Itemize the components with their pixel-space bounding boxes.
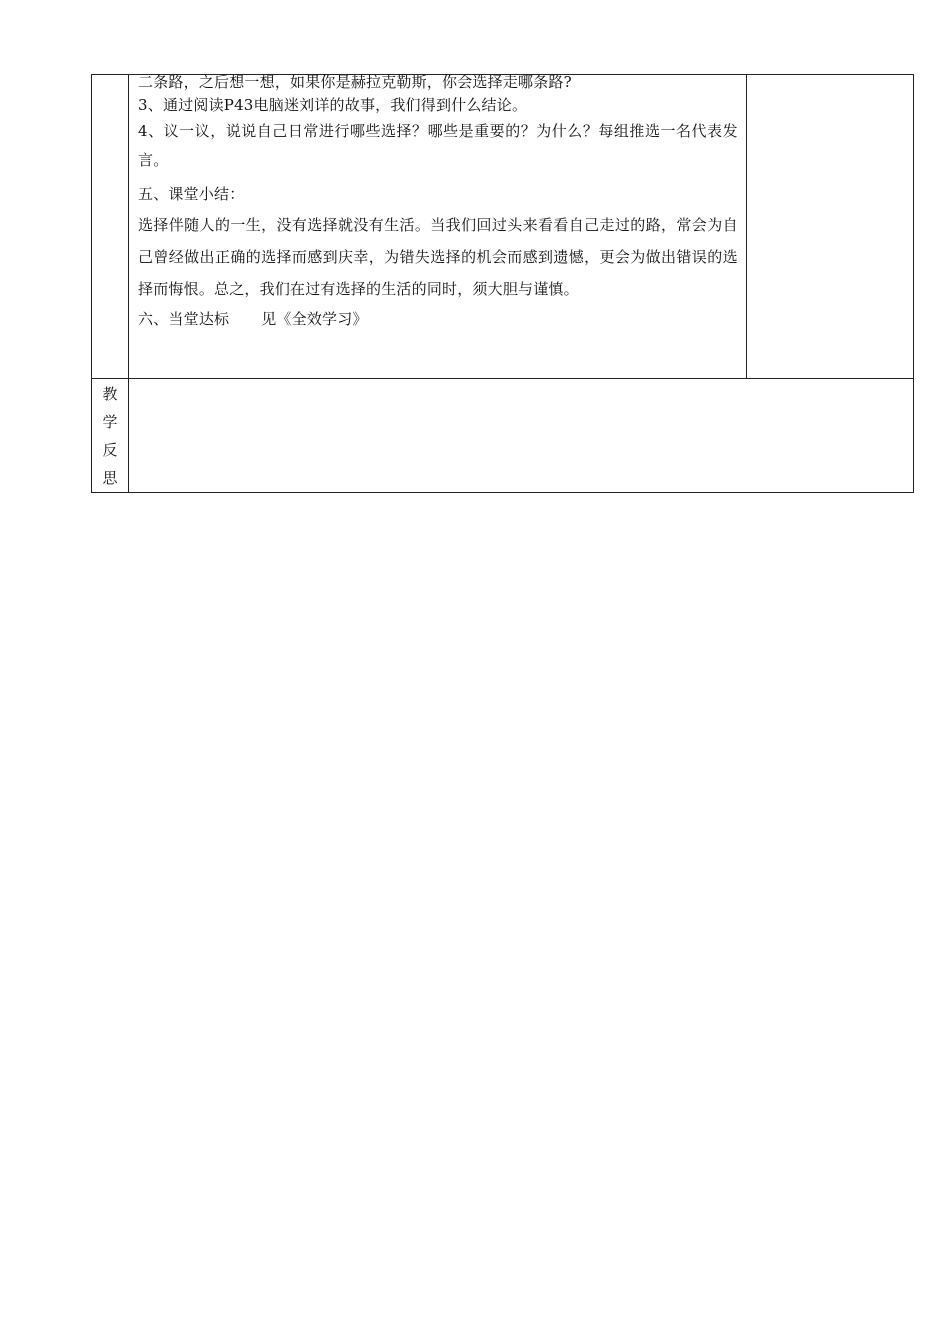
lesson-line-1: 二条路，之后想一想，如果你是赫拉克勒斯，你会选择走哪条路? [138,73,572,91]
reflection-label [92,379,129,493]
practice-heading: 六、当堂达标 [138,310,230,328]
summary-text: 选择伴随人的一生，没有选择就没有生活。当我们回过头来看看自己走过的路，常会为自己曾经做出正确的选择而感到庆幸，为错失选择的机会而感到遗憾，更会为做出错误的选择而悔恨。总之，我们在过有选择的生活的同时，须大胆与谨慎。 [138,216,738,298]
reflection-row [92,379,914,493]
lesson-content-row [92,75,914,379]
reflection-content-cell [129,379,914,493]
reflection-label-char: 反 [102,441,118,459]
lesson-line-2: 3、通过阅读P43电脑迷刘详的故事，我们得到什么结论。 [138,96,528,114]
reflection-label-char: 学 [102,413,118,431]
reflection-label-char: 教 [102,385,118,403]
practice-reference: 见《全效学习》 [261,310,368,328]
summary-heading: 五、课堂小结： [138,185,245,203]
lesson-line-3: 4、议一议，说说自己日常进行哪些选择？哪些是重要的？为什么？每组推选一名代表发言。 [138,122,738,169]
notes-cell [746,75,913,379]
lesson-plan-table [91,74,914,493]
row-label-cell [92,75,129,379]
practice-line [138,307,738,331]
lesson-content-cell [129,75,747,379]
reflection-label-char: 思 [102,469,118,487]
